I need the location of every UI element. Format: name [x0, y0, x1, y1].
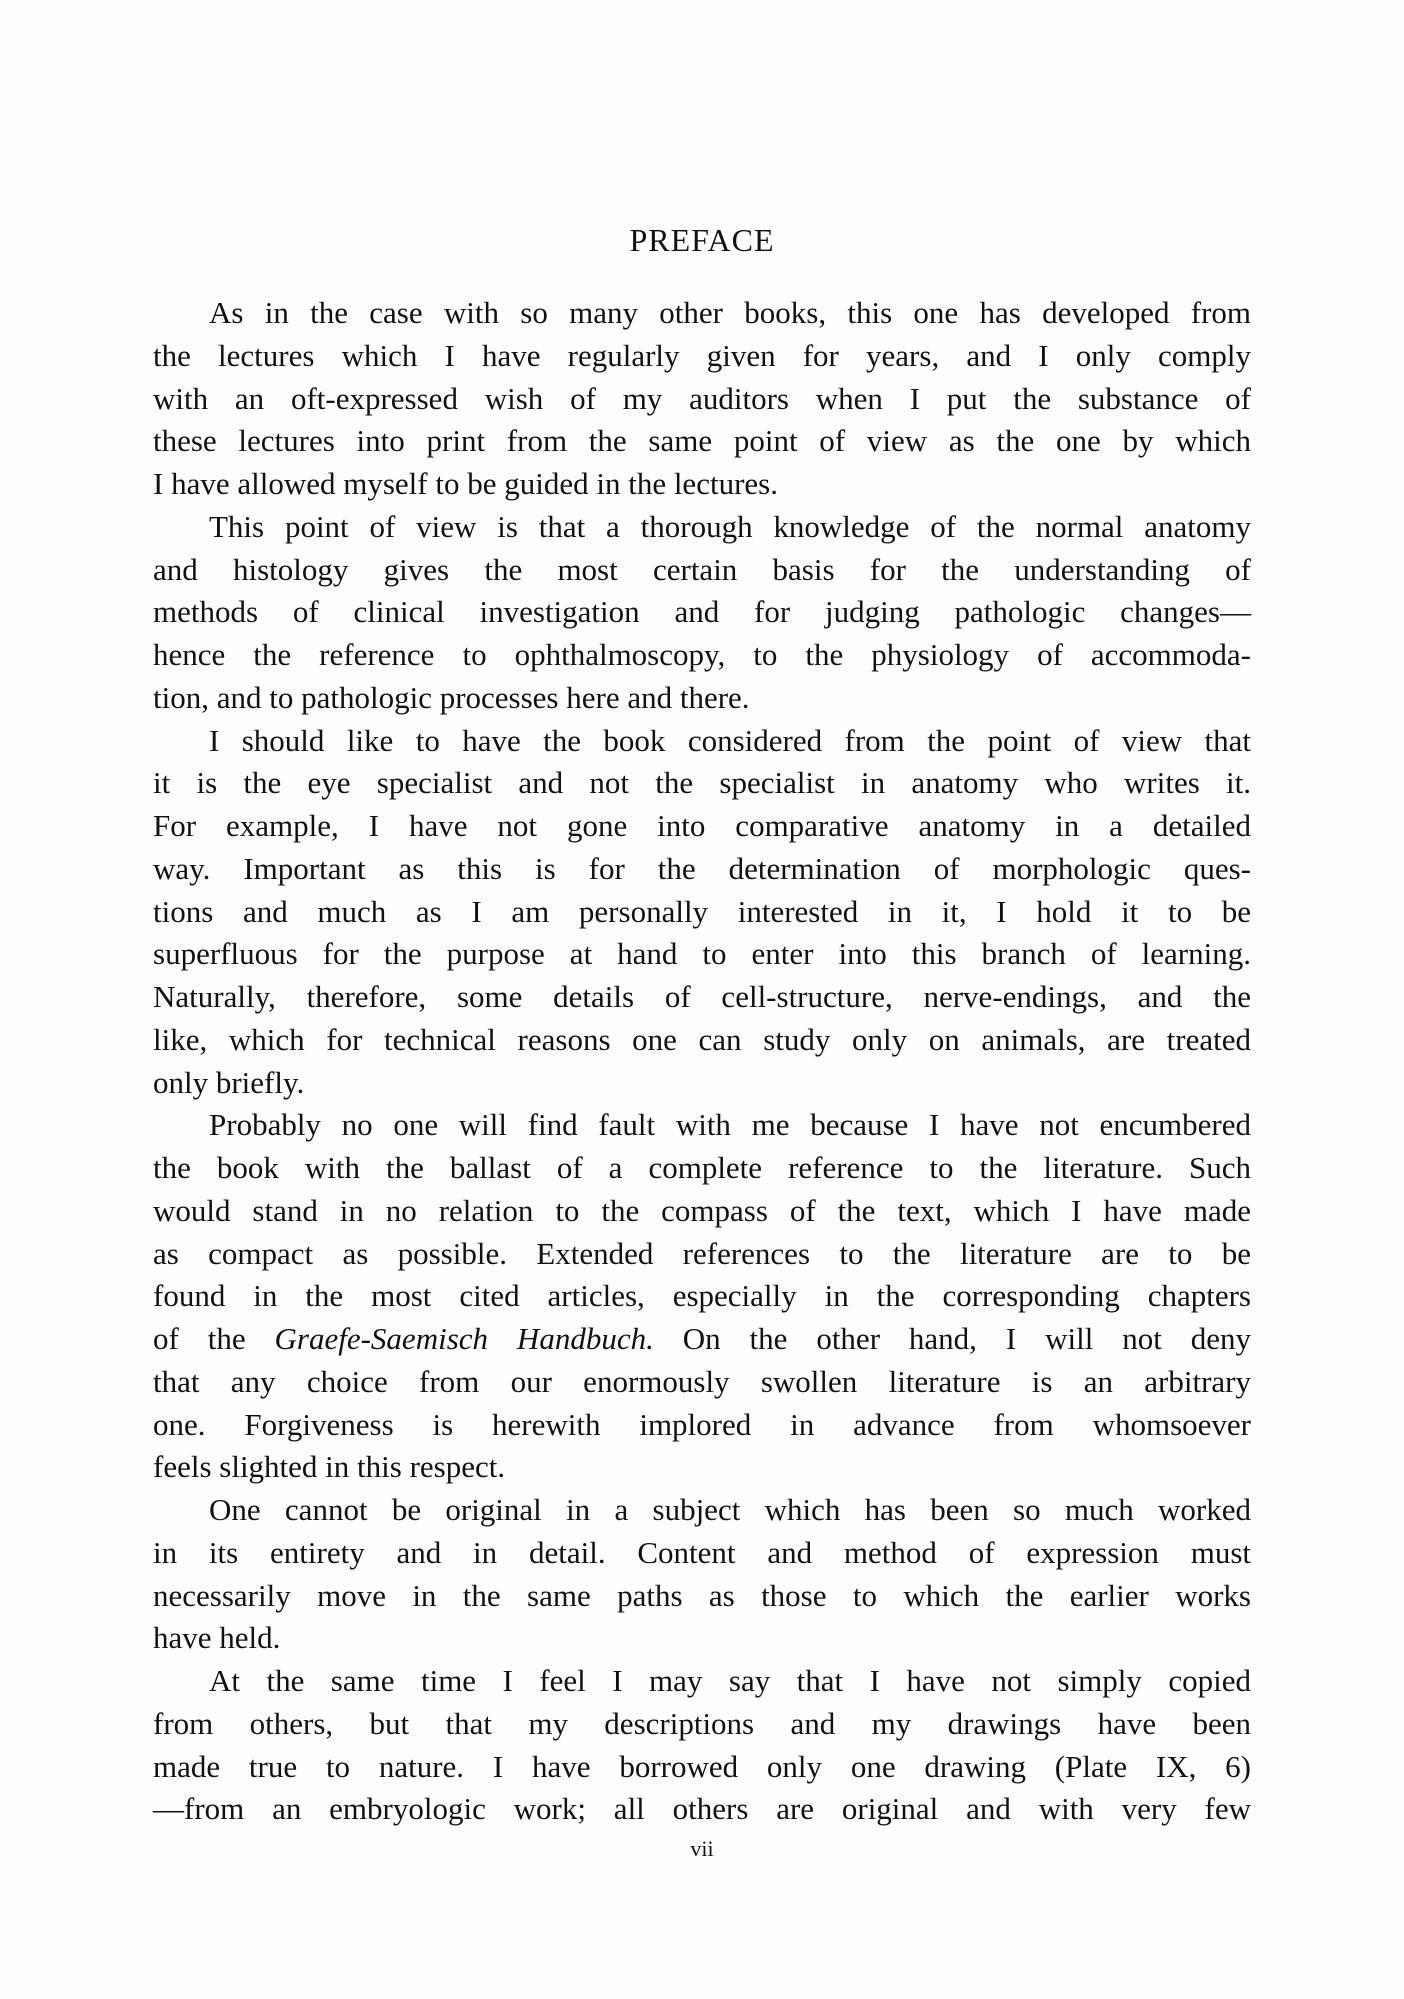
text-line: only briefly.: [153, 1064, 305, 1100]
text-line: For example, I have not gone into comparative anatomy in a detailed: [153, 808, 1251, 843]
text-line: This point of view is that a thorough knowledge of the normal anatomy: [209, 508, 1251, 544]
text-line: the lectures which I have regularly given for years, and I only comply: [153, 337, 1251, 373]
text-line: and histology gives the most certain basis for the understanding of: [153, 551, 1251, 587]
text-line: Probably no one will find fault with me because I have not encumbered: [209, 1107, 1251, 1143]
paragraph: [153, 1660, 1251, 1831]
text-line: Naturally, therefore, some details of cell-structure, nerve-endings, and the: [153, 979, 1251, 1014]
paragraph: [153, 506, 1251, 720]
paragraph: [153, 720, 1251, 1105]
text-line: from others, but that my descriptions and my drawings have been: [153, 1705, 1251, 1741]
paragraph: [153, 1489, 1251, 1660]
text-line: feels slighted in this respect.: [153, 1449, 506, 1485]
text-line: made true to nature. I have borrowed only one drawing (Plate IX, 6): [153, 1748, 1251, 1784]
text-line: found in the most cited articles, especially in the corresponding chapters: [153, 1278, 1251, 1314]
page-title: PREFACE: [629, 222, 775, 258]
text-line: hence the reference to ophthalmoscopy, to the physiology of accommoda-: [153, 637, 1251, 672]
text-line: of the Graefe-Saemisch Handbuch. On the other hand, I will not deny: [153, 1321, 1251, 1356]
text-line: methods of clinical investigation and for judging pathologic changes—: [153, 594, 1251, 630]
text-line: I have allowed myself to be guided in the lectures.: [153, 466, 778, 501]
text-line: in its entirety and in detail. Content and method of expression must: [153, 1534, 1251, 1570]
page-number: vii: [690, 1836, 714, 1861]
paragraph: [153, 292, 1251, 506]
text-line: superfluous for the purpose at hand to enter into this branch of learning.: [153, 936, 1251, 972]
text-line: like, which for technical reasons one can study only on animals, are treated: [153, 1021, 1251, 1057]
text-line: as compact as possible. Extended references to the literature are to be: [153, 1235, 1251, 1271]
text-line: —from an embryologic work; all others are original and with very few: [153, 1791, 1251, 1827]
text-line: it is the eye specialist and not the specialist in anatomy who writes it.: [153, 765, 1251, 801]
paragraph: [153, 1104, 1251, 1489]
text-line: way. Important as this is for the determination of morphologic ques-: [153, 850, 1251, 886]
text-line: One cannot be original in a subject which has been so much worked: [209, 1492, 1251, 1527]
text-line: would stand in no relation to the compass of the text, which I have made: [153, 1192, 1251, 1228]
text-line: tions and much as I am personally interested in it, I hold it to be: [153, 893, 1251, 929]
italic-title: Graefe-Saemisch Handbuch.: [274, 1321, 654, 1356]
text-line: one. Forgiveness is herewith implored in advance from whomsoever: [153, 1406, 1251, 1442]
text-line: I should like to have the book considered from the point of view that: [209, 722, 1251, 758]
preface-body: [153, 292, 1251, 1831]
text-line: that any choice from our enormously swollen literature is an arbitrary: [153, 1363, 1251, 1399]
text-line: have held.: [153, 1620, 281, 1656]
text-line: As in the case with so many other books, this one has developed from: [209, 295, 1251, 330]
text-line: At the same time I feel I may say that I have not simply copied: [209, 1663, 1251, 1698]
text-line: these lectures into print from the same point of view as the one by which: [153, 423, 1251, 459]
text-line: the book with the ballast of a complete reference to the literature. Such: [153, 1150, 1251, 1185]
text-line: tion, and to pathologic processes here and there.: [153, 679, 750, 715]
text-line: with an oft-expressed wish of my auditors when I put the substance of: [153, 380, 1251, 416]
text-line: necessarily move in the same paths as those to which the earlier works: [153, 1577, 1251, 1613]
